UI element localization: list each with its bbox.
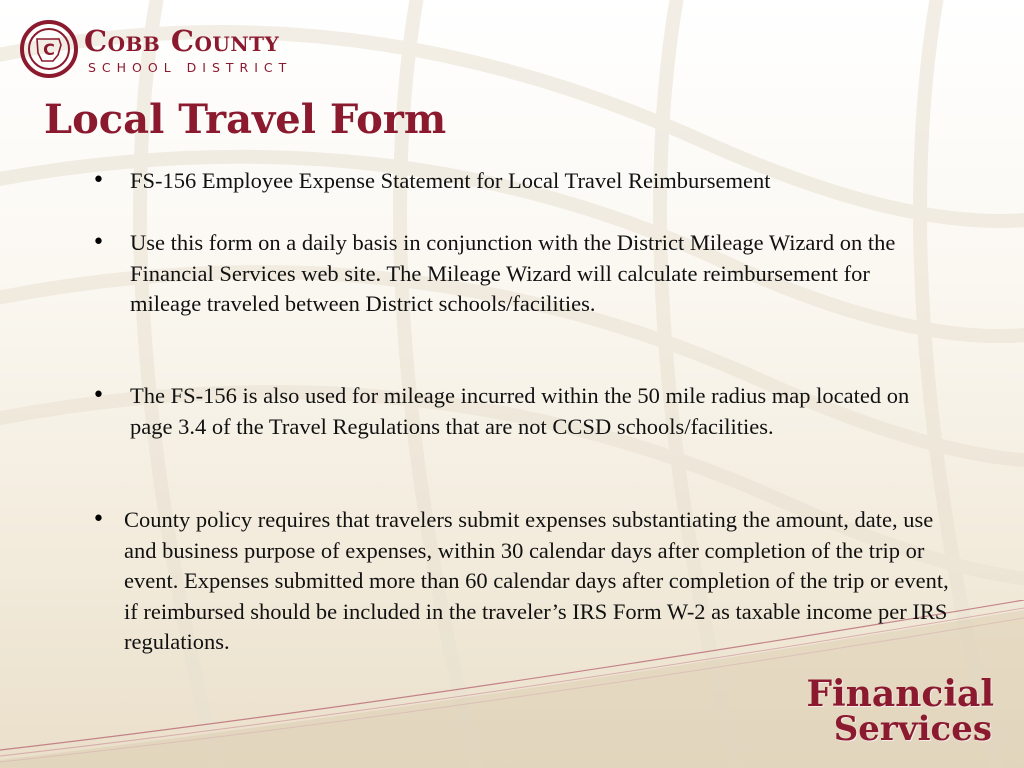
bullet-dot: • [92, 168, 105, 193]
financial-services-line2: Services [833, 709, 992, 749]
bullet-item: FS-156 Employee Expense Statement for Local Travel Reimbursement [130, 168, 771, 193]
financial-services-line1: Financial [806, 673, 994, 715]
page-title: Local Travel Form [44, 96, 447, 143]
district-seal-icon [20, 20, 78, 78]
bullet-dot: • [92, 230, 105, 255]
district-subtitle: SCHOOL DISTRICT [88, 60, 293, 75]
bullet-item: The FS-156 is also used for mileage incurred within the 50 mile radius map located on page 3.4 of the Travel Regulations that are not CCSD schools/facilities. [130, 383, 910, 439]
bullet-dot: • [92, 507, 105, 532]
district-logo [20, 20, 320, 80]
seal-letter: C [43, 40, 55, 59]
bullet-item: Use this form on a daily basis in conjunction with the District Mileage Wizard on the Financial Services web site. The Mileage Wizard will calculate reimbursement for mileage traveled between District schools/facilities. [130, 230, 896, 316]
district-name: Cobb County [84, 24, 280, 58]
financial-services-logo [794, 673, 994, 749]
bullet-item: County policy requires that travelers submit expenses substantiating the amount, date, use and business purpose of expenses, within 30 calendar days after completion of the trip or event. Expenses submitted more than 60 calendar days after completion of the trip or event, if reimbursed should be included in the traveler’s IRS Form W-2 as taxable income per IRS regulations. [124, 507, 949, 654]
bullet-dot: • [92, 383, 105, 408]
